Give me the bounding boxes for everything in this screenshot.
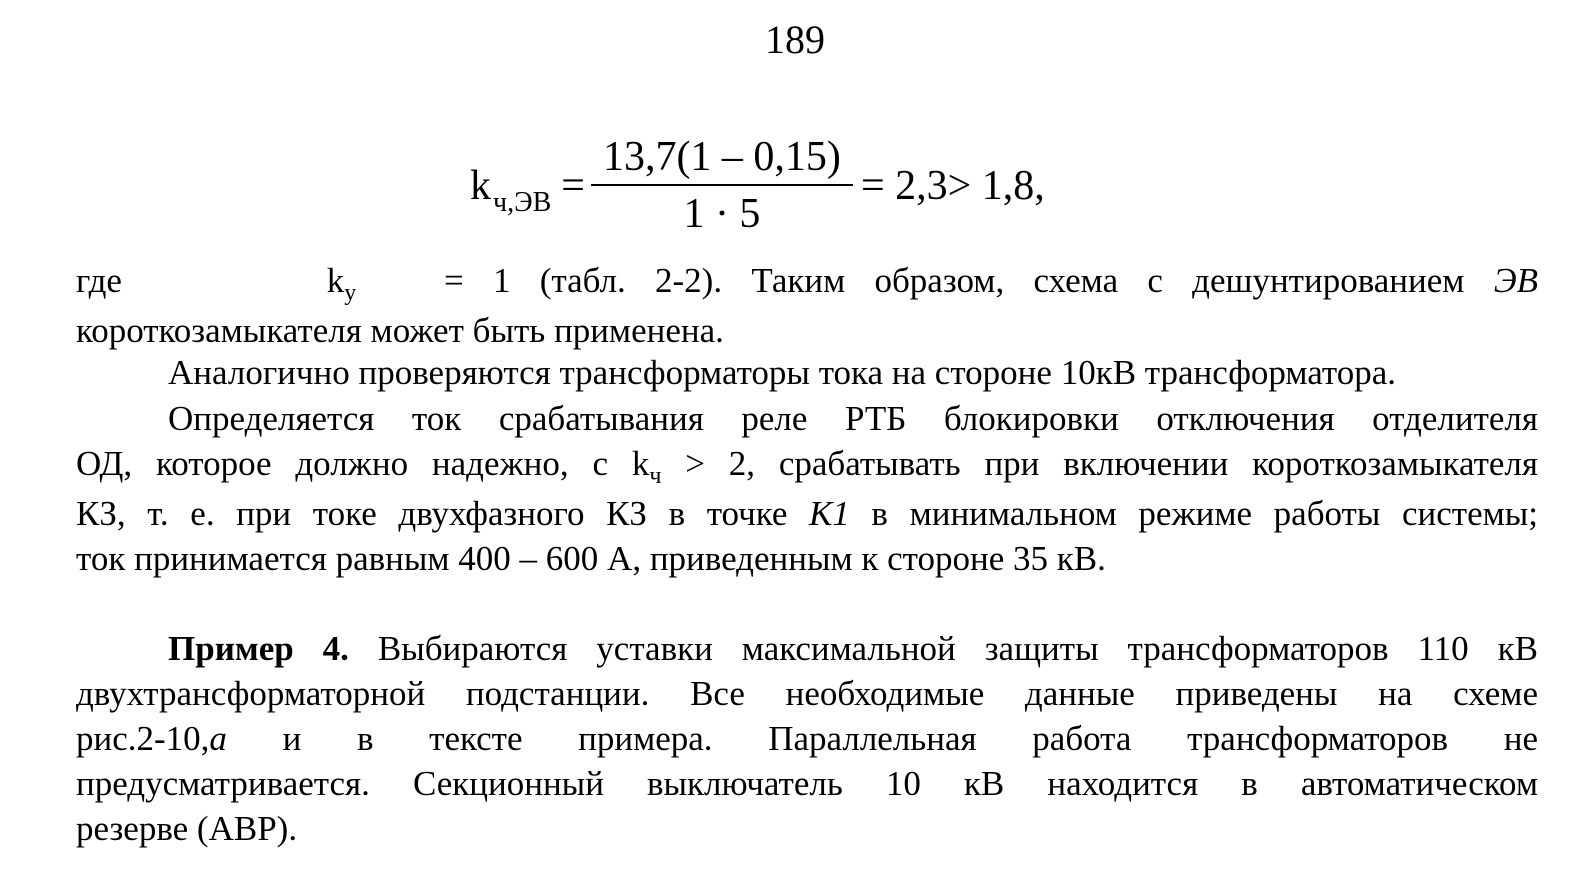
formula-fraction (591, 132, 853, 240)
paragraph-4-line-5: резерве (АВР). (76, 809, 298, 848)
word-gde: где (76, 261, 122, 300)
paragraph-3-line-3 (76, 491, 1538, 536)
formula-lhs (470, 162, 552, 218)
paragraph-example-4 (76, 626, 1538, 851)
paragraph-2 (76, 350, 1538, 395)
paragraph-2-line-1: Аналогично проверяются трансформаторы тока на стороне 10кВ трансформатора. (168, 353, 1397, 392)
paragraph-4-line-1 (76, 626, 1538, 671)
formula-kch-ev (470, 126, 1045, 246)
formula-numerator: 13,7(1 – 0,15) (602, 134, 841, 180)
example-heading: Пример 4. (168, 629, 349, 668)
paragraph-3-line-3-b: в минимальном режиме работы системы; (849, 494, 1538, 533)
paragraph-3-line-2-b: > 2, срабатывать при включении короткозамыкателя (661, 444, 1538, 483)
formula-denominator: 1 · 5 (683, 191, 761, 237)
paragraph-3-line-1: Определяется ток срабатывания реле РТБ блокировки отключения отделителя (168, 399, 1538, 438)
paragraph-3-line-4: ток принимается равным 400 – 600 А, приведенным к стороне 35 кВ. (76, 539, 1106, 578)
figure-ref-italic-a: а (209, 719, 227, 758)
paragraph-1 (76, 258, 1538, 353)
symbol-kch-subscript: ч (649, 463, 662, 489)
paragraph-1-italic-ev: ЭВ (1493, 261, 1539, 300)
formula-symbol: k (470, 163, 491, 209)
paragraph-1-line-1-text: = 1 (табл. 2-2). Таким образом, схема с дешунтированием (443, 261, 1465, 300)
formula-equals: = (561, 163, 585, 209)
paragraph-4-line-3-a: рис.2-10, (76, 719, 210, 758)
point-k1-italic: К1 (809, 494, 850, 533)
paragraph-4-line-3-b: и в тексте примера. Параллельная работа трансформаторов не (226, 719, 1538, 758)
paragraph-3-line-3-a: КЗ, т. е. при токе двухфазного КЗ в точке (76, 494, 810, 533)
paragraph-4-line-1-rest: Выбираются уставки максимальной защиты трансформаторов 110 кВ (348, 629, 1538, 668)
paragraph-3-line-2-a: ОД, которое должно надежно, с k (76, 444, 650, 483)
paragraph-4-line-2: двухтрансформаторной подстанции. Все необходимые данные приведены на схеме (76, 674, 1538, 713)
symbol-k-subscript: у (344, 280, 357, 306)
paragraph-4-line-4: предусматривается. Секционный выключатель 10 кВ находится в автоматическом (76, 764, 1538, 803)
paragraph-1-line-1 (76, 258, 1538, 308)
paragraph-3-line-2 (76, 441, 1538, 491)
paragraph-4-line-3 (76, 716, 1538, 761)
formula-result: = 2,3> 1,8, (860, 163, 1045, 209)
paragraph-1-line-2: короткозамыкателя может быть применена. (76, 311, 724, 350)
formula-subscript: ч,ЭВ (493, 187, 552, 218)
page-number: 189 (765, 17, 825, 62)
symbol-k: k (326, 261, 345, 300)
paragraph-3 (76, 396, 1538, 581)
